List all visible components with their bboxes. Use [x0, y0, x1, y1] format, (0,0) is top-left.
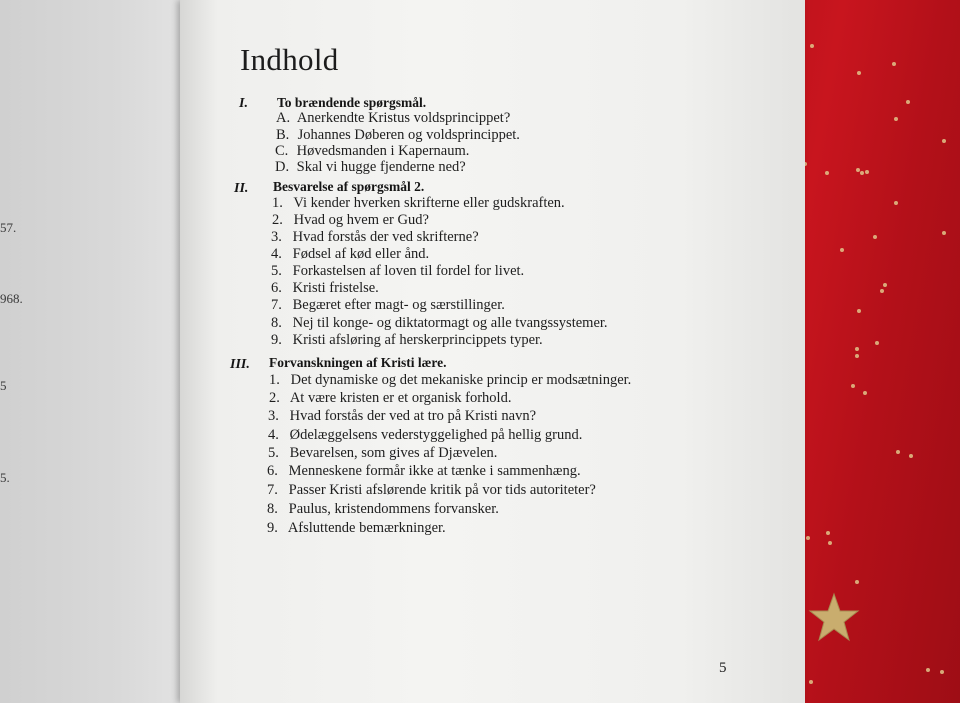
glitter-dot	[894, 201, 898, 205]
toc-item	[267, 463, 581, 480]
toc-item-label: 4.	[268, 427, 279, 443]
toc-item-label: 7.	[267, 482, 278, 498]
toc-item	[267, 520, 446, 537]
section-numeral: III.	[230, 357, 250, 372]
toc-item	[268, 445, 497, 462]
toc-item-label: C.	[275, 143, 289, 159]
toc-item	[272, 195, 565, 212]
glitter-dot	[909, 454, 913, 458]
toc-item-text: Bevarelsen, som gives af Djævelen.	[289, 445, 498, 461]
toc-item-text: Ødelæggelsens vederstyggelighed på hellig grund.	[289, 427, 583, 443]
toc-item-text: Hvad forstås der ved skrifterne?	[292, 229, 479, 245]
glitter-dot	[810, 44, 814, 48]
toc-item	[268, 427, 582, 444]
toc-item-label: 3.	[268, 408, 279, 424]
toc-item	[275, 159, 466, 176]
glitter-dot	[896, 450, 900, 454]
glitter-dot	[906, 100, 910, 104]
glitter-dot	[857, 71, 861, 75]
toc-item	[269, 390, 511, 407]
toc-item-text: Afsluttende bemærkninger.	[287, 520, 446, 536]
toc-item-text: Hvad og hvem er Gud?	[293, 212, 429, 228]
toc-item-label: D.	[275, 159, 290, 175]
toc-item-text: Paulus, kristendommens forvansker.	[288, 501, 499, 517]
toc-item	[268, 408, 536, 425]
toc-item-label: 8.	[267, 501, 278, 517]
toc-item	[271, 246, 429, 263]
glitter-dot	[894, 117, 898, 121]
toc-item-text: Kristi afsløring af herskerprincippets typer.	[292, 332, 543, 348]
glitter-dot	[809, 680, 813, 684]
left-page	[0, 0, 206, 703]
toc-item-label: B.	[276, 127, 290, 143]
toc-item	[271, 263, 524, 280]
toc-item-text: Forkastelsen af loven til fordel for livet.	[292, 263, 525, 279]
toc-item-label: 6.	[271, 280, 282, 296]
toc-item	[275, 143, 469, 160]
toc-item-text: Hvad forstås der ved at tro på Kristi navn?	[289, 408, 537, 424]
toc-item-label: 9.	[271, 332, 282, 348]
toc-item-label: 3.	[271, 229, 282, 245]
toc-item-text: Skal vi hugge fjenderne ned?	[296, 159, 466, 175]
toc-item	[271, 297, 505, 314]
toc-item	[276, 110, 510, 127]
glitter-dot	[855, 354, 859, 358]
glitter-dot	[942, 139, 946, 143]
toc-item-text: Fødsel af kød eller ånd.	[292, 246, 430, 262]
toc-item	[267, 501, 499, 518]
toc-item	[271, 332, 543, 349]
toc-item-label: 2.	[272, 212, 283, 228]
toc-item-label: 1.	[269, 372, 280, 388]
toc-item	[271, 280, 379, 297]
toc-item-text: Johannes Døberen og voldsprincippet.	[297, 127, 520, 143]
toc-item-label: 5.	[268, 445, 279, 461]
toc-item-text: Passer Kristi afslørende kritik på vor tids autoriteter?	[288, 482, 596, 498]
glitter-dot	[875, 341, 879, 345]
section-numeral: I.	[239, 96, 248, 111]
glitter-dot	[855, 347, 859, 351]
gold-star-decoration	[808, 592, 860, 644]
toc-item-label: 9.	[267, 520, 278, 536]
toc-item-text: Vi kender hverken skrifterne eller gudskraften.	[293, 195, 565, 211]
glitter-dot	[883, 283, 887, 287]
toc-item-label: 4.	[271, 246, 282, 262]
glitter-dot	[857, 309, 861, 313]
toc-item-text: Anerkendte Kristus voldsprincippet?	[296, 110, 511, 126]
left-page-number: 968.	[0, 291, 23, 306]
left-page-number: 57.	[0, 220, 17, 235]
glitter-dot	[926, 668, 930, 672]
glitter-dot	[863, 391, 867, 395]
page-title: Indhold	[240, 42, 339, 77]
section-numeral: II.	[234, 181, 249, 196]
glitter-dot	[942, 231, 946, 235]
glitter-dot	[865, 170, 869, 174]
glitter-dot	[880, 289, 884, 293]
glitter-dot	[806, 536, 810, 540]
glitter-dot	[828, 541, 832, 545]
page-number: 5	[719, 660, 727, 676]
toc-item-label: 2.	[269, 390, 280, 406]
toc-item-text: Begæret efter magt- og særstillinger.	[292, 297, 505, 313]
section-title: Forvanskningen af Kristi lære.	[269, 355, 447, 370]
glitter-dot	[892, 62, 896, 66]
toc-item	[276, 127, 520, 144]
toc-item-text: Nej til konge- og diktatormagt og alle tvangssystemer.	[292, 315, 608, 331]
toc-item	[267, 482, 596, 499]
section-title: To brændende spørgsmål.	[277, 95, 427, 110]
glitter-dot	[873, 235, 877, 239]
right-page	[180, 0, 805, 703]
left-page-number: 5.	[0, 470, 10, 485]
glitter-dot	[851, 384, 855, 388]
left-page-number: 5	[0, 378, 7, 393]
glitter-dot	[840, 248, 844, 252]
toc-item-text: At være kristen er et organisk forhold.	[289, 390, 512, 406]
glitter-dot	[860, 171, 864, 175]
toc-item	[272, 212, 429, 229]
toc-item-label: 8.	[271, 315, 282, 331]
toc-item-text: Høvedsmanden i Kapernaum.	[296, 143, 470, 159]
toc-item	[271, 315, 608, 332]
glitter-dot	[855, 580, 859, 584]
toc-item-label: 5.	[271, 263, 282, 279]
glitter-dot	[940, 670, 944, 674]
toc-item-label: 1.	[272, 195, 283, 211]
section-title: Besvarelse af spørgsmål 2.	[273, 179, 425, 194]
glitter-dot	[825, 171, 829, 175]
toc-item	[271, 229, 479, 246]
toc-item	[269, 372, 631, 389]
toc-item-text: Kristi fristelse.	[292, 280, 379, 296]
toc-item-label: A.	[276, 110, 291, 126]
toc-item-text: Det dynamiske og det mekaniske princip er modsætninger.	[290, 372, 632, 388]
glitter-dot	[826, 531, 830, 535]
toc-item-text: Menneskene formår ikke at tænke i sammenhæng.	[288, 463, 581, 479]
toc-item-label: 7.	[271, 297, 282, 313]
toc-item-label: 6.	[267, 463, 278, 479]
